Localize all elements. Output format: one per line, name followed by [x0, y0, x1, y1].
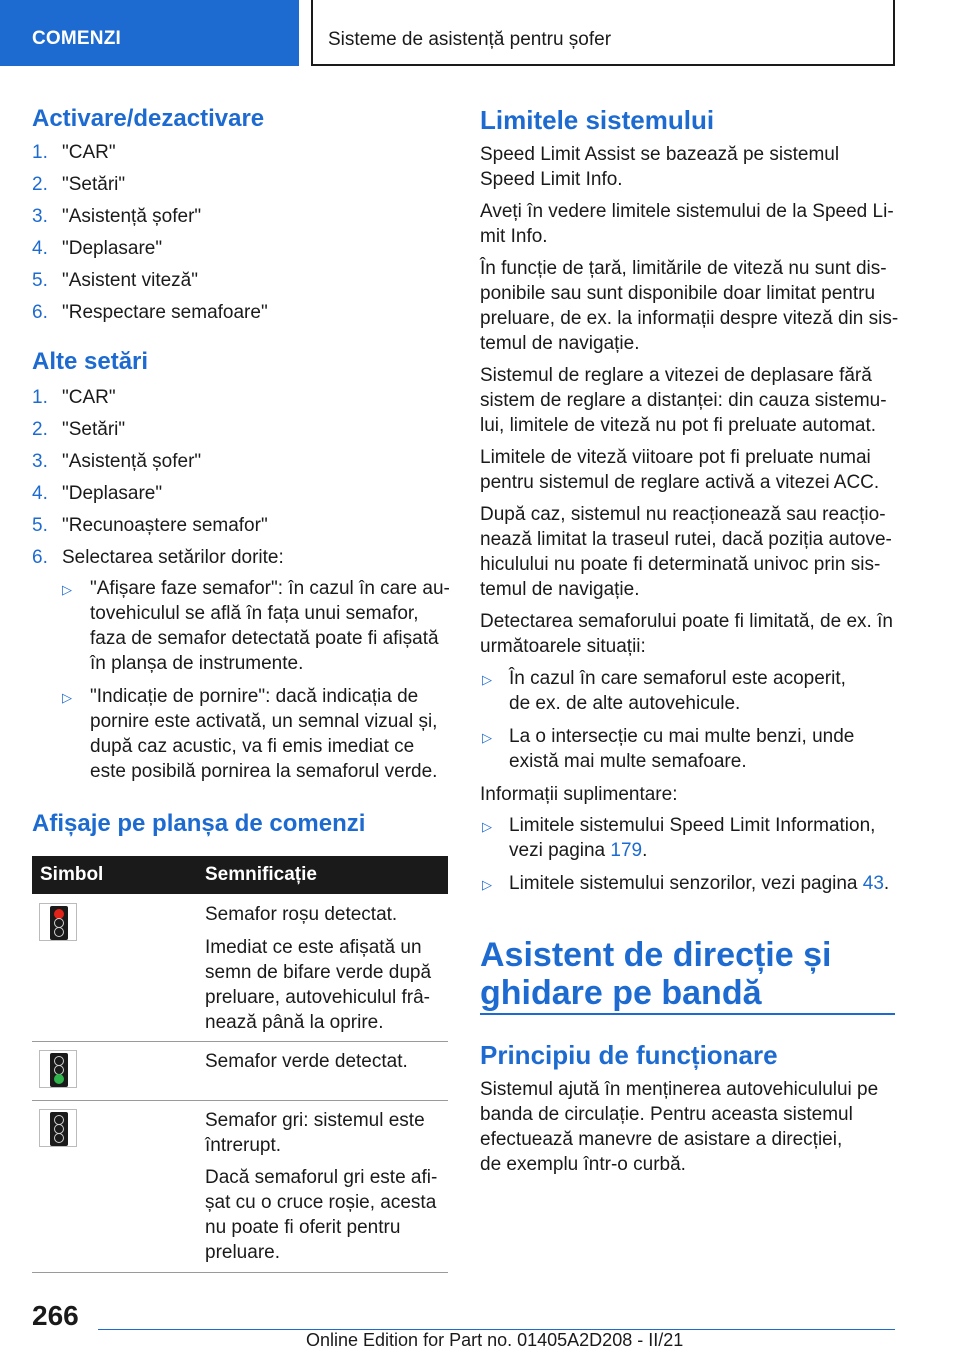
- list-item: "Setări": [62, 419, 126, 440]
- heading-activare: Activare/dezactivare: [32, 105, 265, 132]
- list-item: "CAR": [62, 142, 116, 163]
- page-number: 266: [32, 1300, 79, 1331]
- chapter-heading-line1: Asistent de direcție și: [480, 936, 832, 974]
- traffic-light-red-icon: [39, 903, 77, 941]
- list-item: "CAR": [62, 387, 116, 408]
- chapter-heading-line2: ghidare pe bandă: [480, 974, 762, 1012]
- heading-principiu: Principiu de funcționare: [480, 1040, 778, 1070]
- chapter-title: COMENZI: [32, 28, 122, 49]
- list-item: Selectarea setărilor dorite:: [62, 547, 284, 568]
- triangle-bullet-icon: ▷: [62, 582, 72, 597]
- section-header: [311, 0, 895, 66]
- triangle-bullet-icon: ▷: [482, 819, 492, 834]
- page-link-43[interactable]: 43: [862, 873, 884, 894]
- page-link-179[interactable]: 179: [610, 840, 643, 861]
- heading-limitele: Limitele sistemului: [480, 105, 715, 135]
- list-item: "Asistent viteză": [62, 270, 198, 291]
- list-item: "Deplasare": [62, 238, 163, 259]
- footer-edition: Online Edition for Part no. 01405A2D208 - II/21: [306, 1330, 684, 1350]
- column-header-simbol: Simbol: [40, 864, 104, 885]
- list-item: "Asistență șofer": [62, 451, 202, 472]
- triangle-bullet-icon: ▷: [62, 690, 72, 705]
- section-title: Sisteme de asistență pentru șofer: [328, 29, 612, 50]
- traffic-light-grey-icon: [39, 1109, 77, 1147]
- list-item: "Deplasare": [62, 483, 163, 504]
- table-header: [32, 856, 448, 894]
- heading-afisaje: Afișaje pe planșa de comenzi: [32, 810, 366, 837]
- triangle-bullet-icon: ▷: [482, 877, 492, 892]
- list-item: "Setări": [62, 174, 126, 195]
- triangle-bullet-icon: ▷: [482, 672, 492, 687]
- traffic-light-green-icon: [39, 1050, 77, 1088]
- column-header-semnificatie: Semnificație: [205, 864, 317, 885]
- heading-alte-setari: Alte setări: [32, 348, 149, 375]
- divider: [480, 1013, 895, 1015]
- list-item: "Recunoaștere semafor": [62, 515, 268, 536]
- chapter-tab: [0, 0, 299, 66]
- list-item: "Respectare semafoare": [62, 302, 268, 323]
- triangle-bullet-icon: ▷: [482, 730, 492, 745]
- list-item: "Asistență șofer": [62, 206, 202, 227]
